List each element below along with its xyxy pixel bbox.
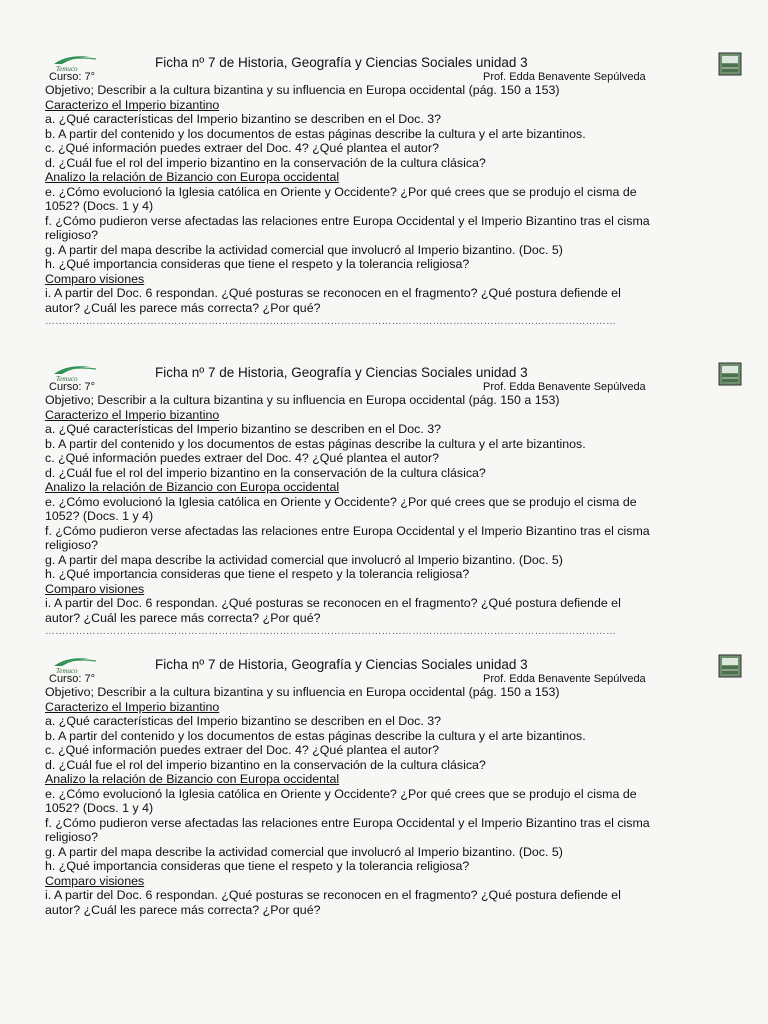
question-i-cont: autor? ¿Cuál les parece más correcta? ¿Por qué? — [45, 300, 321, 315]
worksheet-body — [45, 685, 735, 917]
worksheet-body — [45, 83, 735, 330]
question-e: e. ¿Cómo evolucionó la Iglesia católica en Oriente y Occidente? ¿Por qué crees que se produjo el cisma de — [45, 786, 637, 801]
objective-text: Objetivo; Describir a la cultura bizantina y su influencia en Europa occidental (pág. 150 a 153) — [45, 83, 560, 97]
question-c: c. ¿Qué información puedes extraer del Doc. 4? ¿Qué plantea el autor? — [45, 451, 439, 465]
worksheet-copy-3 — [0, 652, 768, 952]
section-heading: Comparo visiones — [45, 873, 145, 888]
question-a: a. ¿Qué características del Imperio bizantino se describen en el Doc. 3? — [45, 714, 442, 728]
course-label: Curso: 7° — [49, 71, 95, 83]
question-a: a. ¿Qué características del Imperio bizantino se describen en el Doc. 3? — [45, 112, 442, 126]
question-h: h. ¿Qué importancia consideras que tiene el respeto y la tolerancia religiosa? — [45, 567, 470, 581]
school-crest-icon — [718, 654, 742, 678]
svg-text:Temuco: Temuco — [56, 667, 78, 675]
question-d: d. ¿Cuál fue el rol del imperio bizantino en la conservación de la cultura clásica? — [45, 757, 486, 772]
question-b: b. A partir del contenido y los documentos de estas páginas describe la cultura y el arte bizantinos. — [45, 436, 586, 451]
question-f: f. ¿Cómo pudieron verse afectadas las relaciones entre Europa Occidental y el Imperio Bizantino tras el cisma — [45, 213, 650, 228]
teacher-name: Prof. Edda Benavente Sepúlveda — [483, 381, 646, 393]
svg-text:Temuco: Temuco — [56, 65, 78, 73]
worksheet-title: Ficha nº 7 de Historia, Geografía y Ciencias Sociales unidad 3 — [155, 55, 528, 70]
dotted-divider: …………………………………………………………………………………………………………………………………………………… — [45, 316, 617, 327]
question-g: g. A partir del mapa describe la actividad comercial que involucró al Imperio bizantino. (Doc. 5) — [45, 552, 563, 567]
worksheet-copy-1 — [0, 50, 768, 350]
worksheet-title: Ficha nº 7 de Historia, Geografía y Ciencias Sociales unidad 3 — [155, 657, 528, 672]
question-c: c. ¿Qué información puedes extraer del Doc. 4? ¿Qué plantea el autor? — [45, 141, 439, 155]
question-f-cont: religioso? — [45, 228, 99, 242]
question-d: d. ¿Cuál fue el rol del imperio bizantino en la conservación de la cultura clásica? — [45, 155, 486, 170]
school-crest-icon — [718, 362, 742, 386]
question-f-cont: religioso? — [45, 538, 99, 552]
worksheet-title: Ficha nº 7 de Historia, Geografía y Ciencias Sociales unidad 3 — [155, 365, 528, 380]
teacher-name: Prof. Edda Benavente Sepúlveda — [483, 673, 646, 685]
question-e-cont: 1052? (Docs. 1 y 4) — [45, 509, 154, 523]
section-heading: Caracterizo el Imperio bizantino — [45, 97, 220, 112]
section-heading: Analizo la relación de Bizancio con Europa occidental — [45, 480, 340, 494]
question-h: h. ¿Qué importancia consideras que tiene el respeto y la tolerancia religiosa? — [45, 859, 470, 873]
question-e-cont: 1052? (Docs. 1 y 4) — [45, 199, 154, 213]
question-e: e. ¿Cómo evolucionó la Iglesia católica en Oriente y Occidente? ¿Por qué crees que se produjo el cisma de — [45, 494, 637, 509]
school-crest-icon — [718, 52, 742, 76]
worksheet-body — [45, 393, 735, 640]
dotted-divider: …………………………………………………………………………………………………………………………………………………… — [45, 626, 617, 637]
question-i: i. A partir del Doc. 6 respondan. ¿Qué posturas se reconocen en el fragmento? ¿Qué postura defiende el — [45, 286, 621, 300]
question-f: f. ¿Cómo pudieron verse afectadas las relaciones entre Europa Occidental y el Imperio Bizantino tras el cisma — [45, 523, 650, 538]
question-i-cont: autor? ¿Cuál les parece más correcta? ¿Por qué? — [45, 610, 321, 625]
question-b: b. A partir del contenido y los documentos de estas páginas describe la cultura y el arte bizantinos. — [45, 728, 586, 743]
question-i: i. A partir del Doc. 6 respondan. ¿Qué posturas se reconocen en el fragmento? ¿Qué postura defiende el — [45, 596, 621, 610]
question-g: g. A partir del mapa describe la actividad comercial que involucró al Imperio bizantino. (Doc. 5) — [45, 242, 563, 257]
course-label: Curso: 7° — [49, 381, 95, 393]
section-heading: Caracterizo el Imperio bizantino — [45, 699, 220, 714]
objective-text: Objetivo; Describir a la cultura bizantina y su influencia en Europa occidental (pág. 150 a 153) — [45, 393, 560, 407]
question-f-cont: religioso? — [45, 830, 99, 844]
question-e-cont: 1052? (Docs. 1 y 4) — [45, 801, 154, 815]
section-heading: Analizo la relación de Bizancio con Europa occidental — [45, 170, 340, 184]
question-i: i. A partir del Doc. 6 respondan. ¿Qué posturas se reconocen en el fragmento? ¿Qué postura defiende el — [45, 888, 621, 902]
objective-text: Objetivo; Describir a la cultura bizantina y su influencia en Europa occidental (pág. 150 a 153) — [45, 685, 560, 699]
question-c: c. ¿Qué información puedes extraer del Doc. 4? ¿Qué plantea el autor? — [45, 743, 439, 757]
worksheet-copy-2 — [0, 360, 768, 660]
question-f: f. ¿Cómo pudieron verse afectadas las relaciones entre Europa Occidental y el Imperio Bizantino tras el cisma — [45, 815, 650, 830]
question-e: e. ¿Cómo evolucionó la Iglesia católica en Oriente y Occidente? ¿Por qué crees que se produjo el cisma de — [45, 184, 637, 199]
section-heading: Comparo visiones — [45, 271, 145, 286]
teacher-name: Prof. Edda Benavente Sepúlveda — [483, 71, 646, 83]
section-heading: Analizo la relación de Bizancio con Europa occidental — [45, 772, 340, 786]
question-h: h. ¿Qué importancia consideras que tiene el respeto y la tolerancia religiosa? — [45, 257, 470, 271]
question-d: d. ¿Cuál fue el rol del imperio bizantino en la conservación de la cultura clásica? — [45, 465, 486, 480]
svg-text:Temuco: Temuco — [56, 375, 78, 383]
question-b: b. A partir del contenido y los documentos de estas páginas describe la cultura y el arte bizantinos. — [45, 126, 586, 141]
course-label: Curso: 7° — [49, 673, 95, 685]
question-a: a. ¿Qué características del Imperio bizantino se describen en el Doc. 3? — [45, 422, 442, 436]
section-heading: Comparo visiones — [45, 581, 145, 596]
section-heading: Caracterizo el Imperio bizantino — [45, 407, 220, 422]
question-i-cont: autor? ¿Cuál les parece más correcta? ¿Por qué? — [45, 902, 321, 917]
question-g: g. A partir del mapa describe la actividad comercial que involucró al Imperio bizantino. (Doc. 5) — [45, 844, 563, 859]
